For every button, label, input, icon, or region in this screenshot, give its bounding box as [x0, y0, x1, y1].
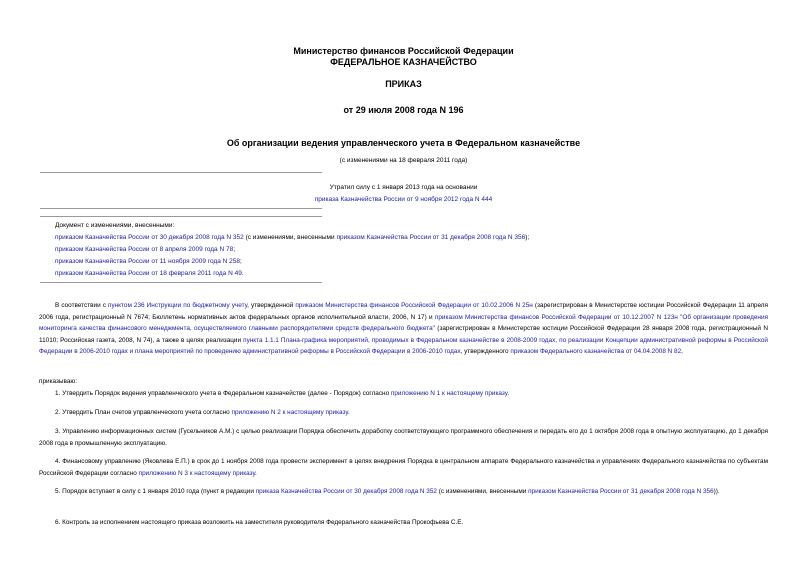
doc-title: Об организации ведения управленческого учета в Федеральном казначействе	[226, 138, 581, 148]
changes-block	[55, 220, 795, 280]
lapsed-order-link[interactable]: приказа Казначейства России от 9 ноября 2012 года N 444	[314, 196, 493, 203]
order-item-5	[39, 486, 768, 498]
ministry-name: Министерство финансов Российской Федерации	[293, 46, 514, 56]
instruction-link[interactable]: пунктом 236 Инструкции по бюджетному учету	[108, 302, 248, 309]
doc-type: ПРИКАЗ	[385, 79, 422, 89]
doc-date-number: от 29 июля 2008 года N 196	[343, 105, 464, 115]
treasury-order-82-link[interactable]: приказом Федерального казначейства от 04.04.2008 N 82	[510, 348, 682, 355]
amendment-link[interactable]: приказом Казначейства России от 30 декабря 2008 года N 352	[55, 234, 244, 241]
change-text: (с изменениями, внесенными	[243, 234, 337, 241]
divider	[40, 282, 322, 283]
intro-text: , утвержденной	[247, 302, 296, 309]
item-text: (с изменениями, внесенными	[436, 488, 529, 495]
item-text: .	[507, 390, 510, 397]
plan-schedule-link[interactable]: пункта 1.1.1 Плана-графика мероприятий, проводимых в Федеральном казначействе в 2008-2009 годах, по реализации Концепции административной реформы в Российской Федерации в 2006-2010 годах и плана мероприятий по проведению административной реформы в Российской Федерации в 2006-2010 годах	[39, 336, 768, 355]
item-text: 4. Финансовому управлению (Яковлева Е.П.) в срок до 1 ноября 2008 года провести эксперимент в целях внедрения Порядка в центральном аппарате Федерального казначейства и управлениях Федерального казначейства по субъектам Российской Федерации согласно	[39, 458, 768, 477]
item-text: 2. Утвердить План счетов управленческого учета согласно	[55, 409, 232, 416]
divider	[40, 216, 322, 217]
intro-text: (зарегистрирован в Министерстве юстиции Российской Федерации 11 апреля 2006 года, регистрационный N 7674; Бюллетень нормативных актов федеральных органов исполнительной власти, 2006, N 17) и	[39, 302, 768, 321]
item-text: .	[255, 469, 257, 477]
amendment-356-link[interactable]: приказом Казначейства России от 31 декабря 2008 года N 356	[528, 488, 714, 495]
change-text: ;	[240, 258, 242, 265]
intro-text: ,	[681, 348, 683, 355]
amendment-link[interactable]: приказом Казначейства России от 8 апреля 2009 года N 78	[55, 246, 234, 253]
item-text: .	[347, 409, 350, 416]
minfin-order-123n-link[interactable]: приказом Министерства финансов Российской Федерации от 10.12.2007 N 123н "Об организации проведения мониторинга качества финансового менеджмента, осуществляемого главными распорядителями средств федерального бюджета"	[39, 313, 768, 332]
amendment-352-link[interactable]: приказа Казначейства России от 30 декабря 2008 года N 352	[255, 488, 437, 495]
changes-heading: Документ с изменениями, внесенными:	[55, 222, 175, 229]
lapsed-order-link-row	[0, 194, 807, 206]
item-text: )).	[713, 488, 720, 495]
change-text: );	[525, 234, 530, 241]
order-item-2	[39, 407, 768, 419]
change-item	[55, 268, 795, 280]
change-text: .	[241, 270, 244, 277]
order-item-3: 3. Управлению информационных систем (Гусельников А.М.) с целью реализации Порядка обеспечить доработку соответствующего программного обеспечения и передать его до 1 октября 2008 года в опытную эксплуатацию, до 1 декабря 2008 года в промышленную эксплуатацию.	[39, 428, 768, 447]
minfin-order-25n-link[interactable]: приказом Министерства финансов Российской Федерации от 10.02.2006 N 25н	[295, 302, 533, 309]
amended-note: (с изменениями на 18 февраля 2011 года)	[339, 157, 468, 164]
amendment-link[interactable]: приказом Казначейства России от 11 ноября 2009 года N 258	[55, 258, 241, 265]
appendix-1-link[interactable]: приложению N 1 к настоящему приказу	[390, 390, 508, 397]
change-item	[55, 244, 795, 256]
appendix-2-link[interactable]: приложению N 2 к настоящему приказу	[231, 409, 348, 416]
divider	[40, 208, 322, 209]
change-text: ;	[233, 246, 236, 253]
appendix-3-link[interactable]: приложению N 3 к настоящему приказу	[138, 469, 256, 477]
change-item	[55, 232, 795, 244]
item-text: 5. Порядок вступает в силу с 1 января 2010 года (пункт в редакции	[55, 488, 256, 495]
order-word: приказываю:	[39, 378, 77, 385]
order-item-4	[39, 456, 768, 479]
intro-text: (зарегистрирован в Министерстве юстиции Российской Федерации 28 января 2008 года, регистрационный N 11010; Российская газета, 2008, N 74), а также в целях реализации	[39, 325, 768, 344]
divider	[40, 172, 322, 173]
amendment-link[interactable]: приказом Казначейства России от 18 февраля 2011 года N 49	[55, 270, 242, 277]
intro-paragraph	[39, 300, 768, 358]
amendment-link[interactable]: приказом Казначейства России от 31 декабря 2008 года N 356	[336, 234, 526, 241]
order-item-1	[39, 388, 768, 400]
treasury-name: ФЕДЕРАЛЬНОЕ КАЗНАЧЕЙСТВО	[330, 57, 477, 67]
order-item-6: 6. Контроль за исполнением настоящего приказа возложить на заместителя руководителя Федерального казначейства Прокофьева С.Е.	[55, 519, 464, 526]
intro-text: В соответствии с	[55, 302, 108, 309]
intro-text: , утвержденного	[460, 348, 511, 355]
change-item	[55, 256, 795, 268]
lapsed-notice: Утратил силу с 1 января 2013 года на основании	[329, 184, 478, 191]
item-text: 1. Утвердить Порядок ведения управленческого учета в Федеральном казначействе (далее - Порядок) согласно	[55, 390, 391, 397]
